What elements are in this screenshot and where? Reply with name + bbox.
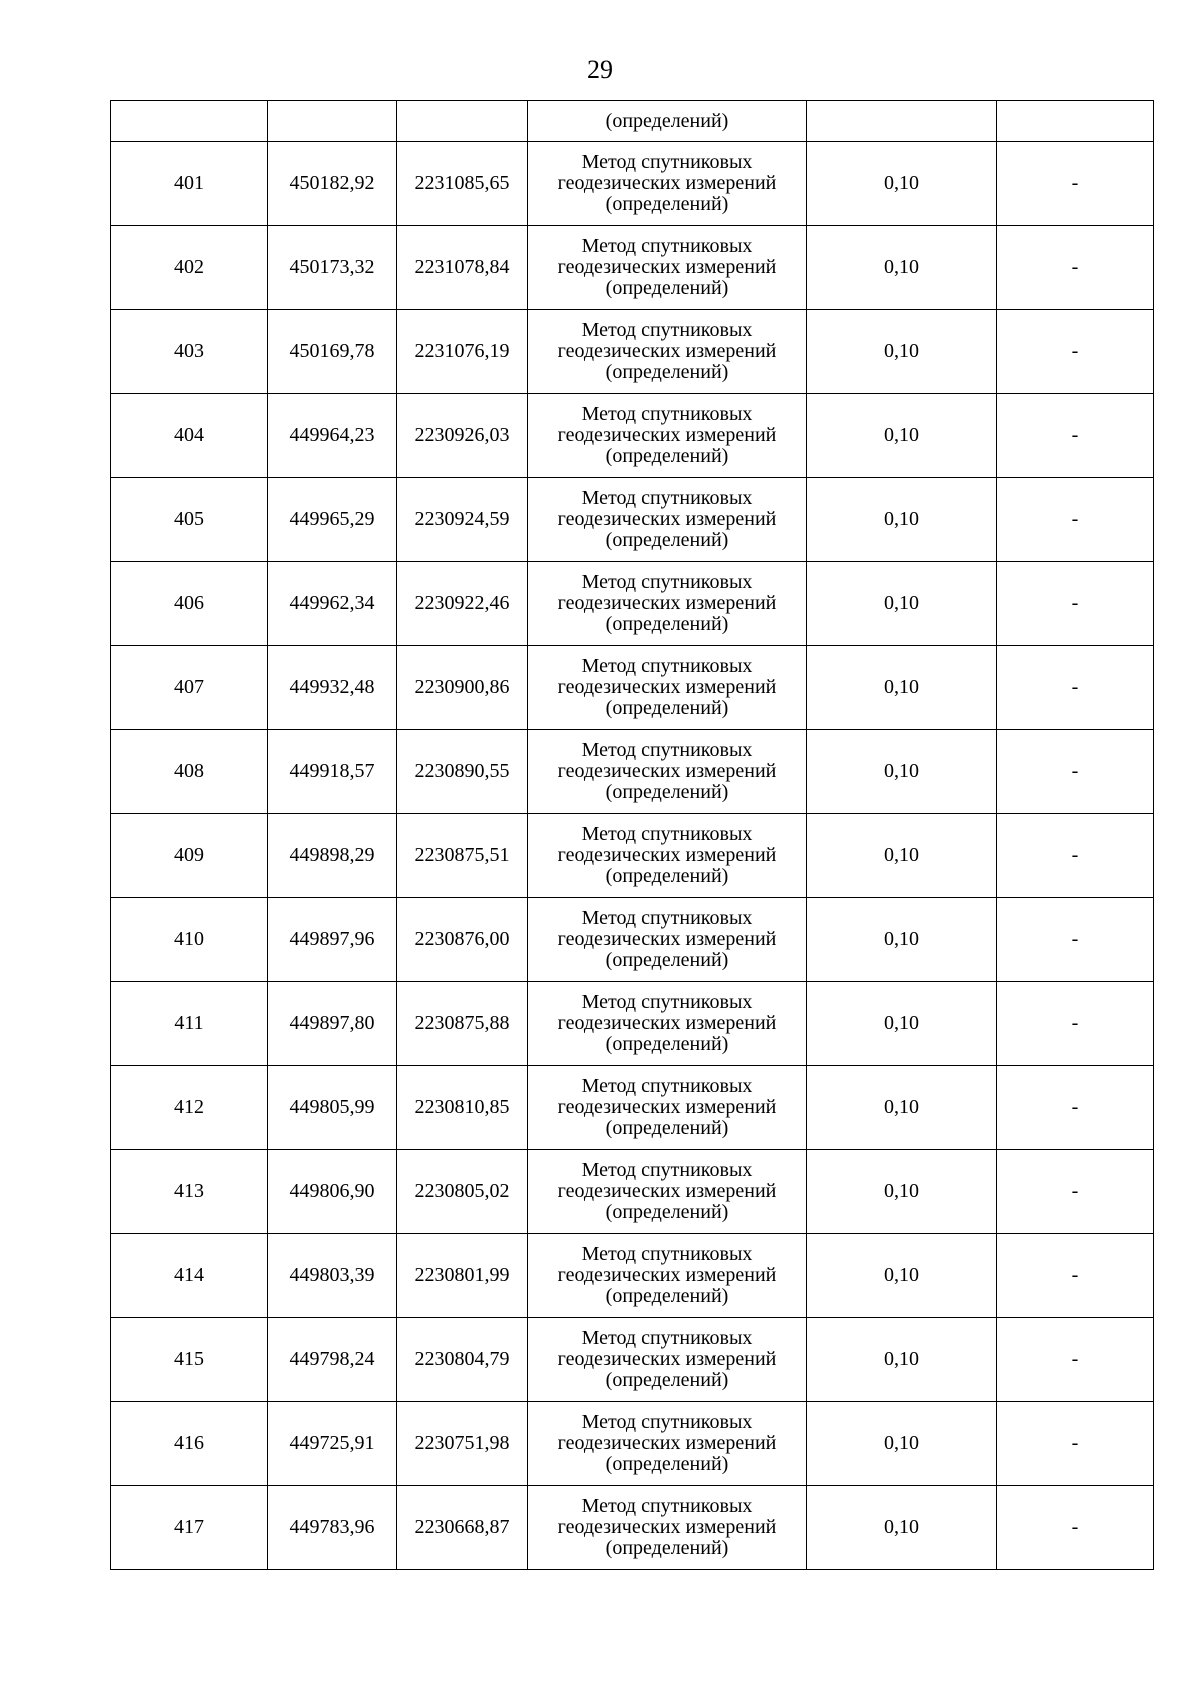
cell-note: - xyxy=(997,394,1154,478)
method-line: геодезических измерений xyxy=(557,1432,777,1454)
cell-note: - xyxy=(997,310,1154,394)
method-line: Метод спутниковых xyxy=(581,151,753,173)
cell-accuracy: 0,10 xyxy=(807,226,997,310)
cell-method xyxy=(528,1066,807,1150)
cell-y: 2230924,59 xyxy=(397,478,528,562)
cell-y: 2230751,98 xyxy=(397,1402,528,1486)
cell-accuracy xyxy=(807,101,997,142)
method-line: (определений) xyxy=(605,949,729,971)
method-line: (определений) xyxy=(605,1117,729,1139)
cell-note: - xyxy=(997,1402,1154,1486)
method-line: (определений) xyxy=(605,1285,729,1307)
cell-note: - xyxy=(997,478,1154,562)
cell-x: 449725,91 xyxy=(268,1402,397,1486)
method-line: Метод спутниковых xyxy=(581,1243,753,1265)
method-line: геодезических измерений xyxy=(557,676,777,698)
cell-method xyxy=(528,1150,807,1234)
table-row xyxy=(111,478,1154,562)
cell-note: - xyxy=(997,982,1154,1066)
cell-accuracy: 0,10 xyxy=(807,898,997,982)
method-line: (определений) xyxy=(605,193,729,215)
cell-y: 2230922,46 xyxy=(397,562,528,646)
method-line: Метод спутниковых xyxy=(581,1075,753,1097)
cell-method xyxy=(528,646,807,730)
cell-note: - xyxy=(997,1486,1154,1570)
method-line: (определений) xyxy=(605,361,729,383)
cell-point-number: 405 xyxy=(111,478,268,562)
cell-accuracy: 0,10 xyxy=(807,1402,997,1486)
cell-point-number: 401 xyxy=(111,142,268,226)
cell-method: (определений) xyxy=(528,101,807,142)
method-line: (определений) xyxy=(605,781,729,803)
cell-method xyxy=(528,1486,807,1570)
method-line: Метод спутниковых xyxy=(581,1159,753,1181)
cell-method xyxy=(528,1318,807,1402)
method-line: геодезических измерений xyxy=(557,340,777,362)
cell-accuracy: 0,10 xyxy=(807,478,997,562)
cell-y: 2230668,87 xyxy=(397,1486,528,1570)
cell-x: 449798,24 xyxy=(268,1318,397,1402)
cell-note: - xyxy=(997,814,1154,898)
table-row xyxy=(111,1402,1154,1486)
cell-x xyxy=(268,101,397,142)
cell-note: - xyxy=(997,1234,1154,1318)
method-line: геодезических измерений xyxy=(557,760,777,782)
cell-point-number: 413 xyxy=(111,1150,268,1234)
method-line: (определений) xyxy=(605,697,729,719)
cell-accuracy: 0,10 xyxy=(807,1150,997,1234)
cell-method xyxy=(528,478,807,562)
method-line: геодезических измерений xyxy=(557,256,777,278)
method-line: геодезических измерений xyxy=(557,1180,777,1202)
cell-note: - xyxy=(997,898,1154,982)
cell-accuracy: 0,10 xyxy=(807,814,997,898)
cell-x: 449898,29 xyxy=(268,814,397,898)
table-row xyxy=(111,310,1154,394)
table-row xyxy=(111,562,1154,646)
method-line: (определений) xyxy=(605,1453,729,1475)
table-row xyxy=(111,226,1154,310)
method-line: Метод спутниковых xyxy=(581,319,753,341)
cell-point-number: 408 xyxy=(111,730,268,814)
cell-point-number: 415 xyxy=(111,1318,268,1402)
cell-point-number: 417 xyxy=(111,1486,268,1570)
cell-method xyxy=(528,982,807,1066)
method-line: (определений) xyxy=(605,1201,729,1223)
page-number: 29 xyxy=(587,55,613,84)
cell-x: 449806,90 xyxy=(268,1150,397,1234)
cell-y: 2230926,03 xyxy=(397,394,528,478)
method-line: (определений) xyxy=(605,1537,729,1559)
cell-accuracy: 0,10 xyxy=(807,310,997,394)
cell-method xyxy=(528,226,807,310)
cell-accuracy: 0,10 xyxy=(807,1234,997,1318)
table-row xyxy=(111,142,1154,226)
cell-accuracy: 0,10 xyxy=(807,1066,997,1150)
cell-x: 449803,39 xyxy=(268,1234,397,1318)
cell-point-number xyxy=(111,101,268,142)
coordinates-table-body xyxy=(111,101,1154,1570)
cell-y: 2230900,86 xyxy=(397,646,528,730)
table-row xyxy=(111,394,1154,478)
cell-point-number: 402 xyxy=(111,226,268,310)
cell-note: - xyxy=(997,142,1154,226)
method-line: Метод спутниковых xyxy=(581,403,753,425)
cell-method xyxy=(528,1402,807,1486)
table-row xyxy=(111,1318,1154,1402)
cell-x: 449964,23 xyxy=(268,394,397,478)
cell-x: 449965,29 xyxy=(268,478,397,562)
table-row xyxy=(111,1486,1154,1570)
method-line: геодезических измерений xyxy=(557,1096,777,1118)
method-line: геодезических измерений xyxy=(557,844,777,866)
cell-accuracy: 0,10 xyxy=(807,646,997,730)
method-line: геодезических измерений xyxy=(557,1264,777,1286)
continuation-row xyxy=(111,101,1154,142)
method-line: Метод спутниковых xyxy=(581,823,753,845)
cell-y: 2230801,99 xyxy=(397,1234,528,1318)
method-line: (определений) xyxy=(605,613,729,635)
cell-x: 449962,34 xyxy=(268,562,397,646)
method-line: Метод спутниковых xyxy=(581,571,753,593)
cell-method xyxy=(528,310,807,394)
method-line: геодезических измерений xyxy=(557,1348,777,1370)
cell-y: 2230810,85 xyxy=(397,1066,528,1150)
cell-accuracy: 0,10 xyxy=(807,142,997,226)
cell-x: 449897,96 xyxy=(268,898,397,982)
cell-x: 449783,96 xyxy=(268,1486,397,1570)
method-line: геодезических измерений xyxy=(557,1516,777,1538)
cell-y: 2231085,65 xyxy=(397,142,528,226)
cell-accuracy: 0,10 xyxy=(807,1318,997,1402)
cell-x: 450182,92 xyxy=(268,142,397,226)
cell-x: 449932,48 xyxy=(268,646,397,730)
method-line: геодезических измерений xyxy=(557,1012,777,1034)
cell-point-number: 409 xyxy=(111,814,268,898)
table-row xyxy=(111,898,1154,982)
cell-x: 449918,57 xyxy=(268,730,397,814)
method-line: геодезических измерений xyxy=(557,592,777,614)
cell-y: 2231078,84 xyxy=(397,226,528,310)
cell-note: - xyxy=(997,226,1154,310)
method-line: геодезических измерений xyxy=(557,928,777,950)
method-line: Метод спутниковых xyxy=(581,487,753,509)
method-line: Метод спутниковых xyxy=(581,739,753,761)
cell-note xyxy=(997,101,1154,142)
cell-accuracy: 0,10 xyxy=(807,982,997,1066)
coordinates-table xyxy=(110,100,1154,1570)
cell-method xyxy=(528,730,807,814)
cell-method xyxy=(528,1234,807,1318)
method-line: Метод спутниковых xyxy=(581,235,753,257)
method-line: (определений) xyxy=(605,865,729,887)
cell-y: 2230876,00 xyxy=(397,898,528,982)
table-row xyxy=(111,814,1154,898)
table-row xyxy=(111,1066,1154,1150)
cell-y: 2230875,88 xyxy=(397,982,528,1066)
cell-accuracy: 0,10 xyxy=(807,730,997,814)
cell-point-number: 406 xyxy=(111,562,268,646)
cell-method xyxy=(528,394,807,478)
cell-point-number: 412 xyxy=(111,1066,268,1150)
cell-method xyxy=(528,814,807,898)
method-line: Метод спутниковых xyxy=(581,991,753,1013)
method-line: Метод спутниковых xyxy=(581,1495,753,1517)
cell-y: 2230890,55 xyxy=(397,730,528,814)
cell-point-number: 404 xyxy=(111,394,268,478)
cell-accuracy: 0,10 xyxy=(807,562,997,646)
cell-accuracy: 0,10 xyxy=(807,1486,997,1570)
table-row xyxy=(111,730,1154,814)
cell-y: 2230875,51 xyxy=(397,814,528,898)
cell-accuracy: 0,10 xyxy=(807,394,997,478)
cell-method xyxy=(528,142,807,226)
method-line: (определений) xyxy=(605,529,729,551)
method-line: Метод спутниковых xyxy=(581,1327,753,1349)
cell-x: 449897,80 xyxy=(268,982,397,1066)
cell-note: - xyxy=(997,1066,1154,1150)
table-row xyxy=(111,646,1154,730)
cell-x: 450169,78 xyxy=(268,310,397,394)
method-line: геодезических измерений xyxy=(557,424,777,446)
cell-point-number: 407 xyxy=(111,646,268,730)
method-line: геодезических измерений xyxy=(557,172,777,194)
cell-y: 2230804,79 xyxy=(397,1318,528,1402)
cell-y: 2231076,19 xyxy=(397,310,528,394)
method-line: (определений) xyxy=(605,277,729,299)
cell-note: - xyxy=(997,1318,1154,1402)
cell-point-number: 414 xyxy=(111,1234,268,1318)
cell-y: 2230805,02 xyxy=(397,1150,528,1234)
cell-note: - xyxy=(997,646,1154,730)
cell-method xyxy=(528,562,807,646)
cell-y xyxy=(397,101,528,142)
table-row xyxy=(111,1234,1154,1318)
method-line: Метод спутниковых xyxy=(581,1411,753,1433)
method-line: Метод спутниковых xyxy=(581,655,753,677)
cell-point-number: 416 xyxy=(111,1402,268,1486)
method-line: геодезических измерений xyxy=(557,508,777,530)
cell-point-number: 410 xyxy=(111,898,268,982)
cell-x: 450173,32 xyxy=(268,226,397,310)
cell-note: - xyxy=(997,562,1154,646)
method-line: (определений) xyxy=(605,1369,729,1391)
cell-note: - xyxy=(997,1150,1154,1234)
cell-point-number: 403 xyxy=(111,310,268,394)
cell-note: - xyxy=(997,730,1154,814)
method-line: (определений) xyxy=(605,1033,729,1055)
table-row xyxy=(111,982,1154,1066)
cell-method xyxy=(528,898,807,982)
method-line: (определений) xyxy=(605,445,729,467)
method-line: Метод спутниковых xyxy=(581,907,753,929)
cell-x: 449805,99 xyxy=(268,1066,397,1150)
table-row xyxy=(111,1150,1154,1234)
cell-point-number: 411 xyxy=(111,982,268,1066)
